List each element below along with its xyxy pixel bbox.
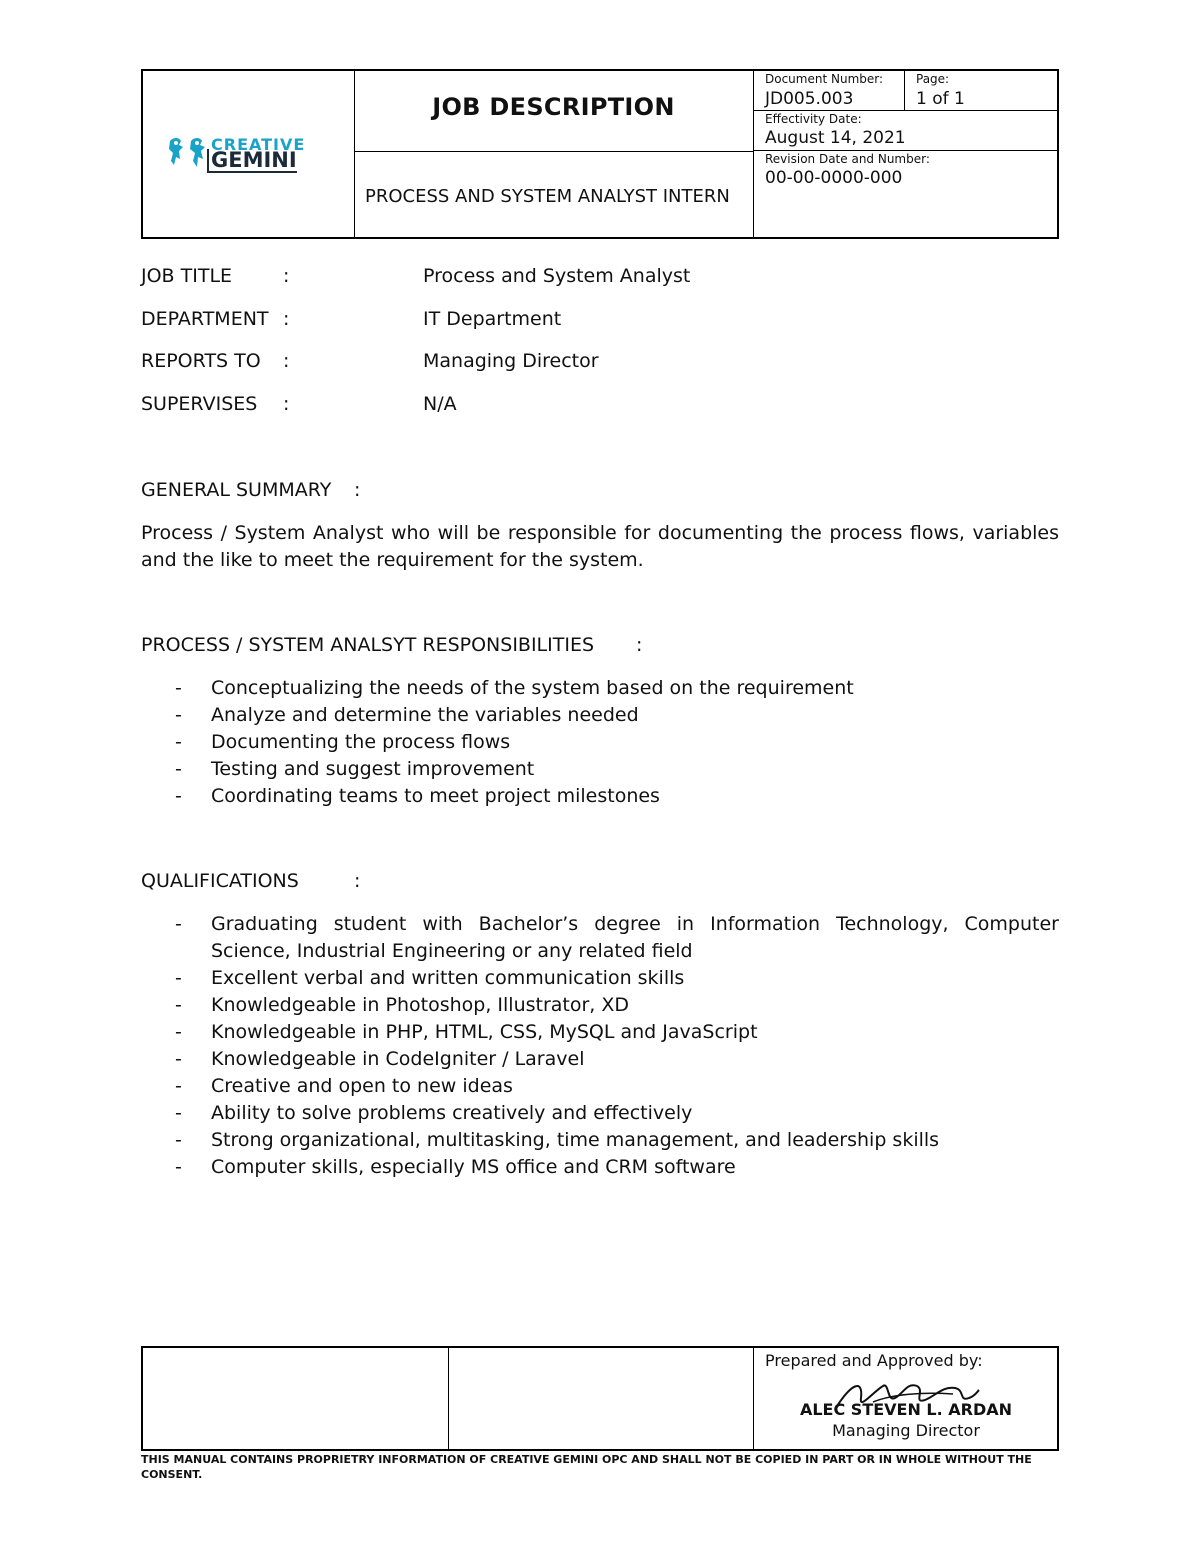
summary-line-1: Process / System Analyst who will be responsible for documenting the process flows, variables <box>141 522 1059 544</box>
confidentiality-disclaimer: THIS MANUAL CONTAINS PROPRIETRY INFORMATION OF CREATIVE GEMINI OPC AND SHALL NOT BE COPIED IN PART OR IN WHOLE WITHOUT THE CONSENT. <box>141 1453 1032 1481</box>
job-title-label: JOB TITLE <box>141 265 233 287</box>
list-item-text: Computer skills, especially MS office and CRM software <box>211 1156 736 1178</box>
qualifications-heading: QUALIFICATIONS <box>141 870 299 892</box>
list-item-text: Testing and suggest improvement <box>211 758 535 780</box>
bullet-dash: - <box>175 913 182 935</box>
list-item-text: Knowledgeable in CodeIgniter / Laravel <box>211 1048 585 1070</box>
summary-heading: GENERAL SUMMARY <box>141 479 332 501</box>
summary-line-2: and the like to meet the requirement for the system. <box>141 549 644 571</box>
header-divider <box>753 110 1059 111</box>
list-item-text: Knowledgeable in Photoshop, Illustrator, XD <box>211 994 630 1016</box>
colon: : <box>283 265 290 287</box>
signer-name: ALEC STEVEN L. ARDAN <box>799 1400 1013 1419</box>
list-item-text: Knowledgeable in PHP, HTML, CSS, MySQL and JavaScript <box>211 1021 758 1043</box>
bullet-dash: - <box>175 731 182 753</box>
document-subtitle: PROCESS AND SYSTEM ANALYST INTERN <box>365 186 730 207</box>
prepared-by-label: Prepared and Approved by: <box>765 1351 983 1370</box>
list-item-text: Creative and open to new ideas <box>211 1075 513 1097</box>
responsibilities-heading: PROCESS / SYSTEM ANALSYT RESPONSIBILITIES <box>141 634 595 656</box>
reports-to-label: REPORTS TO <box>141 350 261 372</box>
header-divider <box>354 151 753 152</box>
colon: : <box>354 479 361 501</box>
colon: : <box>283 308 290 330</box>
bullet-dash: - <box>175 1156 182 1178</box>
document-number: JD005.003 <box>765 89 854 109</box>
bullet-dash: - <box>175 785 182 807</box>
bullet-dash: - <box>175 704 182 726</box>
logo-text-top: CREATIVE <box>211 135 306 154</box>
page-label: Page: <box>916 72 950 86</box>
reports-to-value: Managing Director <box>423 350 599 372</box>
list-item-text: Ability to solve problems creatively and effectively <box>211 1102 693 1124</box>
header-divider <box>753 71 754 237</box>
bullet-dash: - <box>175 677 182 699</box>
effectivity-date-label: Effectivity Date: <box>765 112 862 126</box>
list-item <box>141 911 1059 965</box>
effectivity-date: August 14, 2021 <box>765 128 906 148</box>
bullet-dash: - <box>175 1102 182 1124</box>
supervises-label: SUPERVISES <box>141 393 258 415</box>
revision-value: 00-00-0000-000 <box>765 168 903 188</box>
list-item-text: Coordinating teams to meet project milestones <box>211 785 660 807</box>
bullet-dash: - <box>175 1129 182 1151</box>
signer-title: Managing Director <box>832 1421 980 1440</box>
department-value: IT Department <box>423 308 562 330</box>
colon: : <box>354 870 361 892</box>
colon: : <box>283 350 290 372</box>
bullet-dash: - <box>175 1075 182 1097</box>
supervises-value: N/A <box>423 393 457 415</box>
revision-label: Revision Date and Number: <box>765 152 930 166</box>
colon: : <box>636 634 643 656</box>
header-divider <box>904 71 905 110</box>
bullet-dash: - <box>175 1021 182 1043</box>
company-logo <box>167 133 337 177</box>
colon: : <box>283 393 290 415</box>
document-title: JOB DESCRIPTION <box>432 93 675 121</box>
header-divider <box>753 150 1059 151</box>
document-number-label: Document Number: <box>765 72 884 86</box>
bullet-dash: - <box>175 1048 182 1070</box>
list-item-text: Excellent verbal and written communication skills <box>211 967 685 989</box>
list-item-text: Conceptualizing the needs of the system based on the requirement <box>211 677 854 699</box>
list-item-text: Strong organizational, multitasking, time management, and leadership skills <box>211 1129 940 1151</box>
list-item-text: Analyze and determine the variables needed <box>211 704 639 726</box>
bullet-dash: - <box>175 967 182 989</box>
page-value: 1 of 1 <box>916 89 965 109</box>
logo-text-bottom: GEMINI <box>207 149 297 173</box>
footer-divider <box>448 1348 449 1449</box>
bullet-dash: - <box>175 994 182 1016</box>
department-label: DEPARTMENT <box>141 308 269 330</box>
logo-twins-icon <box>167 135 211 175</box>
job-title-value: Process and System Analyst <box>423 265 691 287</box>
list-item-text: Graduating student with Bachelor’s degree in Information Technology, Computer Science, Industrial Engineering or any related field <box>211 913 1059 962</box>
bullet-dash: - <box>175 758 182 780</box>
document-header-table <box>141 69 1059 239</box>
approval-table <box>141 1346 1059 1451</box>
list-item-text: Documenting the process flows <box>211 731 511 753</box>
